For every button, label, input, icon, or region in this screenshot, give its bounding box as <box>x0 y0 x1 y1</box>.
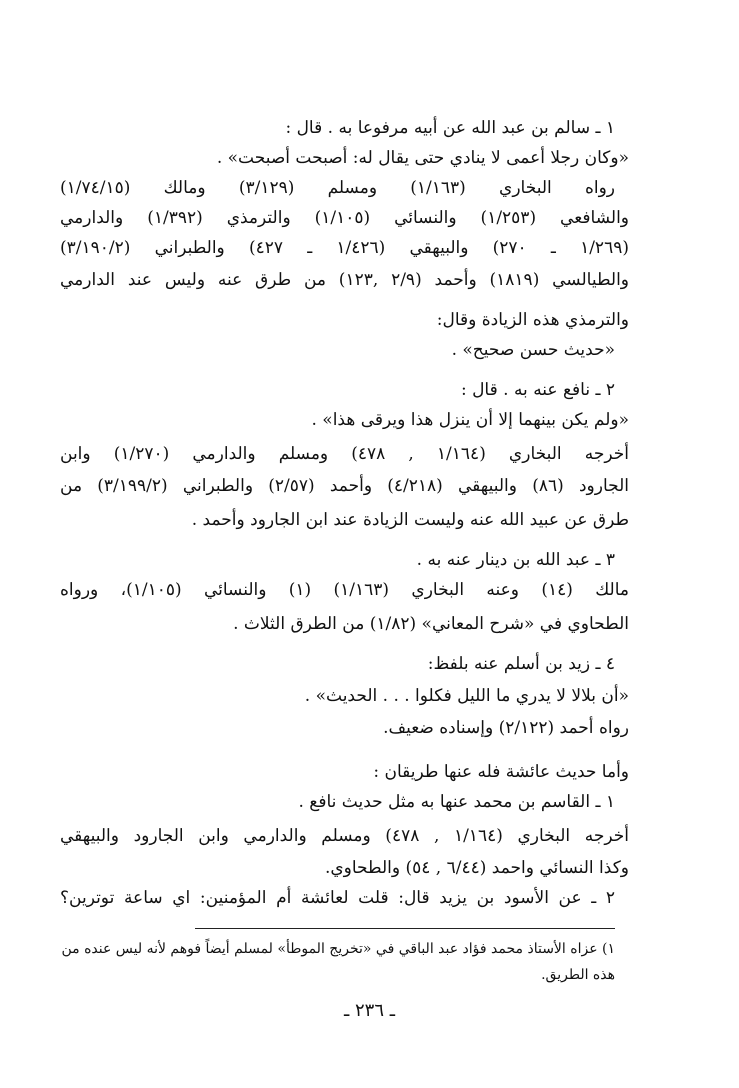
text-line: ٤ ـ زيد بن أسلم عنه بلفظ: <box>427 654 615 674</box>
text-line: الطحاوي في «شرح المعاني» (١/٨٢) من الطرق الثلاث . <box>233 614 629 634</box>
footnote-line: هذه الطريق. <box>541 967 615 983</box>
text-line: والطيالسي (١٨١٩) وأحمد (٢/٩ ,١٢٣) من طرق عنه وليس عند الدارمي <box>60 270 629 290</box>
text-line: ١ ـ القاسم بن محمد عنها به مثل حديث نافع . <box>298 792 615 812</box>
text-line: والترمذي هذه الزيادة وقال: <box>436 310 629 330</box>
text-line: رواه أحمد (٢/١٢٢) وإسناده ضعيف. <box>383 718 629 738</box>
text-line: ٢ ـ عن الأسود بن يزيد قال: قلت لعائشة أم المؤمنين: اي ساعة توترين؟ <box>60 888 615 908</box>
text-line: ٣ ـ عبد الله بن دينار عنه به . <box>416 550 615 570</box>
text-line: أخرجه البخاري (١/١٦٤ , ٤٧٨) ومسلم والدارمي وابن الجارود والبيهقي <box>60 826 629 846</box>
text-line: «ولم يكن بينهما إلا أن ينزل هذا ويرقى هذا» . <box>311 410 629 430</box>
footnote-line: ١) عزاه الأستاذ محمد فؤاد عبد الباقي في «تخريج الموطأ» لمسلم أيضاً فوهم لأنه ليس عنده من <box>61 941 615 957</box>
text-line: رواه البخاري (١/١٦٣) ومسلم (٣/١٢٩) ومالك (١/٧٤/١٥) <box>60 178 615 198</box>
text-line: أخرجه البخاري (١/١٦٤ , ٤٧٨) ومسلم والدارمي (١/٢٧٠) وابن <box>60 444 629 464</box>
text-line: ٢ ـ نافع عنه به . قال : <box>460 380 615 400</box>
text-line: ١ ـ سالم بن عبد الله عن أبيه مرفوعا به . قال : <box>285 118 615 138</box>
text-line: «أن بلالا لا يدري ما الليل فكلوا . . . الحديث» . <box>304 686 629 706</box>
text-line: وأما حديث عائشة فله عنها طريقان : <box>373 762 629 782</box>
text-line: وكذا النسائي واحمد (٦/٤٤ , ٥٤) والطحاوي. <box>324 858 629 878</box>
text-line: «وكان رجلا أعمى لا ينادي حتى يقال له: أصبحت أصبحت» . <box>216 148 629 168</box>
text-line: طرق عن عبيد الله عنه وليست الزيادة عند ابن الجارود وأحمد . <box>191 510 629 530</box>
text-line: الجارود (٨٦) والبيهقي (٤/٢١٨) وأحمد (٢/٥٧) والطبراني (٣/١٩٩/٢) من <box>60 476 629 496</box>
text-line: (١/٢٦٩ ـ ٢٧٠) والبيهقي (١/٤٢٦ ـ ٤٢٧) والطبراني (٣/١٩٠/٢) <box>60 238 629 258</box>
footnote-divider <box>195 928 615 929</box>
text-line: والشافعي (١/٢٥٣) والنسائي (١/١٠٥) والترمذي (١/٣٩٢) والدارمي <box>60 208 629 228</box>
page-number: ـ ٢٣٦ ـ <box>343 1000 395 1021</box>
text-line: «حديث حسن صحيح» . <box>451 340 615 360</box>
text-line: مالك (١٤) وعنه البخاري (١/١٦٣) (١) والنسائي (١/١٠٥)، ورواه <box>60 580 629 600</box>
